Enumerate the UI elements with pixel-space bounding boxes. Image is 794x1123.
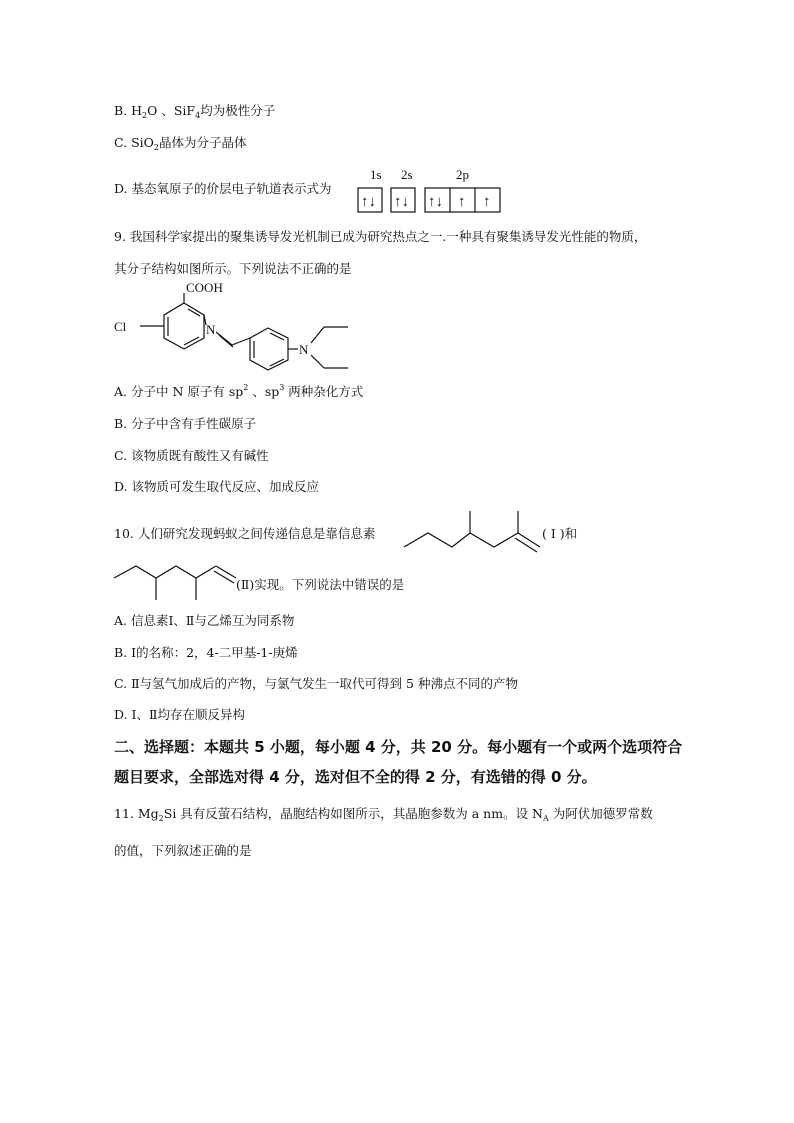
q8-option-b: B. $H_2O$ 、SiF$_4$均为极性分子 xyxy=(114,103,276,120)
q10-option-d: D. Ⅰ、Ⅱ均存在顺反异构 xyxy=(114,707,245,722)
q11-stem-line2: 的值，下列叙述正确的是 xyxy=(114,843,252,858)
q9-option-d: D. 该物质可发生取代反应、加成反应 xyxy=(114,479,320,494)
q9-stem-line1: 9. 我国科学家提出的聚集诱导发光机制已成为研究热点之一.一种具有聚集诱导发光性能的物质， xyxy=(114,229,647,244)
q9-stem-line2: 其分子结构如图所示。下列说法不正确的是 xyxy=(114,261,352,276)
q8-option-c: C. SiO$_2$晶体为分子晶体 xyxy=(114,135,247,152)
label-2p: 2p xyxy=(456,167,469,182)
q9-option-c: C. 该物质既有酸性又有碱性 xyxy=(114,448,269,463)
q10-option-b: B. Ⅰ的名称：2，4-二甲基-1-庚烯 xyxy=(114,645,298,660)
pheromone-i-structure xyxy=(400,505,545,555)
pheromone-ii-structure xyxy=(110,558,240,604)
electron-single-2p-b: ↑ xyxy=(483,194,491,210)
orbital-diagram xyxy=(352,165,508,217)
section2-heading-line1: 二、选择题：本题共 5 小题，每小题 4 分，共 20 分。每小题有一个或两个选项符合 xyxy=(114,738,683,756)
section2-heading-line2: 题目要求，全部选对得 4 分，选对但不全的得 2 分，有选错的得 0 分。 xyxy=(114,768,597,786)
q8-option-d: D. 基态氧原子的价层电子轨道表示式为 xyxy=(114,181,332,196)
q9-molecule-structure xyxy=(110,280,360,372)
label-2s: 2s xyxy=(401,167,413,182)
q9-option-b: B. 分子中含有手性碳原子 xyxy=(114,416,257,431)
imine-n-label: N xyxy=(206,322,216,337)
electron-single-2p-a: ↑ xyxy=(458,194,466,210)
amine-n-label: N xyxy=(299,342,309,357)
electron-pair-2s: ↑↓ xyxy=(394,194,409,210)
q11-stem-line1: 11. $Mg_2Si$ 具有反萤石结构，晶胞结构如图所示，其晶胞参数为 a nm。设 $N_A$ 为阿伏加德罗常数 xyxy=(114,806,653,823)
pheromone-ii-label: (Ⅱ)实现。下列说法中错误的是 xyxy=(236,577,405,592)
q10-stem-line1: 10. 人们研究发现蚂蚁之间传递信息是靠信息素 xyxy=(114,526,376,541)
label-1s: 1s xyxy=(370,167,382,182)
electron-pair-1s: ↑↓ xyxy=(361,194,376,210)
cooh-label: COOH xyxy=(186,280,223,295)
pheromone-i-label: ( I )和 xyxy=(542,526,578,541)
cl-label: Cl xyxy=(114,319,127,334)
q10-option-a: A. 信息素Ⅰ、Ⅱ与乙烯互为同系物 xyxy=(114,613,295,628)
q9-option-a: A. 分子中 N 原子有 $sp^2$ 、$sp^3$ 两种杂化方式 xyxy=(114,383,364,399)
electron-pair-2p: ↑↓ xyxy=(428,194,443,210)
q10-option-c: C. Ⅱ与氢气加成后的产物，与氯气发生一取代可得到 5 种沸点不同的产物 xyxy=(114,676,518,691)
